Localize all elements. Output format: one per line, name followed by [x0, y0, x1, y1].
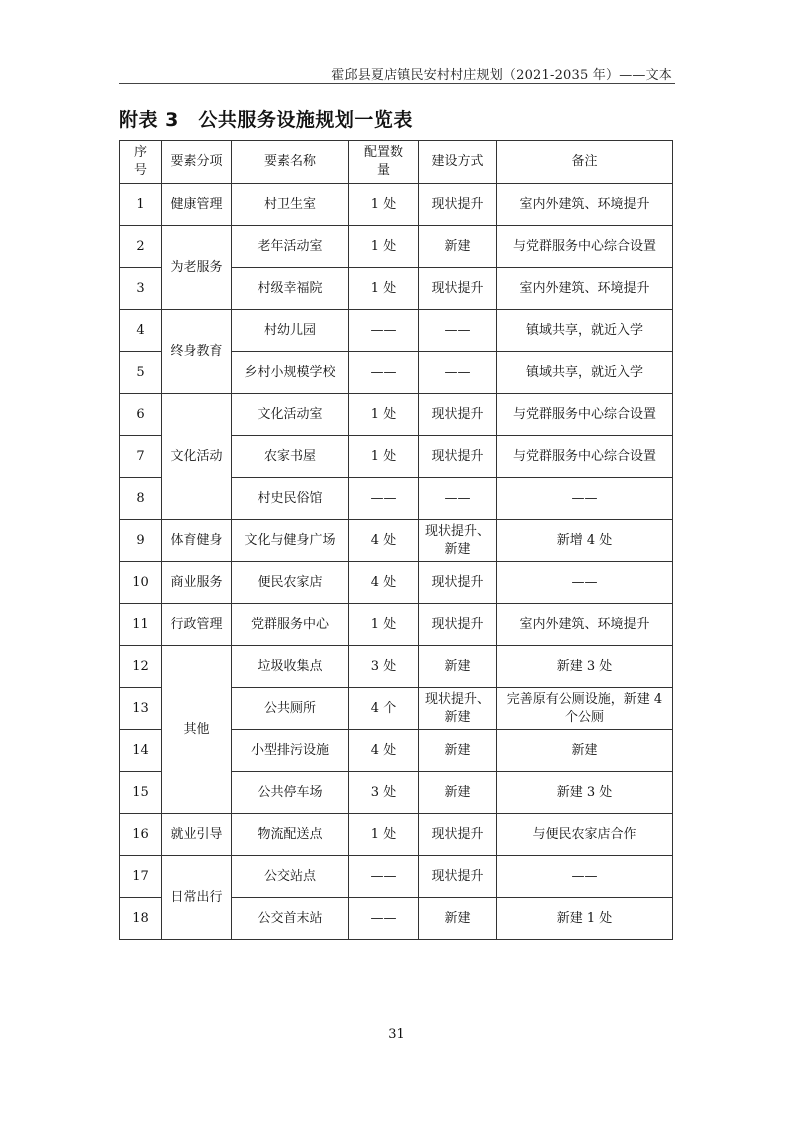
method-cell: 新建	[419, 646, 497, 688]
row-number: 6	[120, 394, 162, 436]
row-number: 3	[120, 268, 162, 310]
category-cell: 体育健身	[162, 520, 232, 562]
method-cell: 现状提升、新建	[419, 520, 497, 562]
note-cell: 室内外建筑、环境提升	[497, 268, 673, 310]
quantity-cell: 1 处	[349, 226, 419, 268]
method-cell: 新建	[419, 898, 497, 940]
quantity-cell: ——	[349, 898, 419, 940]
name-cell: 党群服务中心	[232, 604, 349, 646]
note-cell: 室内外建筑、环境提升	[497, 184, 673, 226]
table-row	[120, 226, 673, 268]
method-cell: 现状提升	[419, 562, 497, 604]
category-cell: 商业服务	[162, 562, 232, 604]
note-cell: ——	[497, 478, 673, 520]
method-cell: 现状提升	[419, 184, 497, 226]
note-cell: 新建	[497, 730, 673, 772]
name-cell: 村幼儿园	[232, 310, 349, 352]
facilities-table	[119, 140, 673, 940]
quantity-cell: 1 处	[349, 436, 419, 478]
quantity-cell: ——	[349, 352, 419, 394]
method-cell: 现状提升	[419, 604, 497, 646]
quantity-cell: 1 处	[349, 268, 419, 310]
table-row	[120, 814, 673, 856]
method-cell: 现状提升	[419, 436, 497, 478]
quantity-cell: ——	[349, 478, 419, 520]
name-cell: 公共停车场	[232, 772, 349, 814]
method-cell: 现状提升	[419, 394, 497, 436]
name-cell: 公交首末站	[232, 898, 349, 940]
note-cell: 与党群服务中心综合设置	[497, 226, 673, 268]
row-number: 8	[120, 478, 162, 520]
header-divider	[119, 83, 675, 84]
name-cell: 垃圾收集点	[232, 646, 349, 688]
name-cell: 村史民俗馆	[232, 478, 349, 520]
note-cell: 镇域共享，就近入学	[497, 352, 673, 394]
note-cell: 新建 1 处	[497, 898, 673, 940]
name-cell: 农家书屋	[232, 436, 349, 478]
name-cell: 公共厕所	[232, 688, 349, 730]
header-no: 序号	[120, 141, 162, 184]
category-cell: 终身教育	[162, 310, 232, 394]
header-category: 要素分项	[162, 141, 232, 184]
row-number: 9	[120, 520, 162, 562]
row-number: 4	[120, 310, 162, 352]
note-cell: 新建 3 处	[497, 646, 673, 688]
category-cell: 日常出行	[162, 856, 232, 940]
category-cell: 健康管理	[162, 184, 232, 226]
name-cell: 便民农家店	[232, 562, 349, 604]
table-row	[120, 310, 673, 352]
row-number: 7	[120, 436, 162, 478]
row-number: 14	[120, 730, 162, 772]
category-cell: 为老服务	[162, 226, 232, 310]
category-cell: 其他	[162, 646, 232, 814]
method-cell: ——	[419, 310, 497, 352]
header-name: 要素名称	[232, 141, 349, 184]
table-row	[120, 646, 673, 688]
table-row	[120, 856, 673, 898]
row-number: 10	[120, 562, 162, 604]
table-row	[120, 184, 673, 226]
method-cell: 新建	[419, 772, 497, 814]
name-cell: 公交站点	[232, 856, 349, 898]
quantity-cell: 3 处	[349, 772, 419, 814]
row-number: 15	[120, 772, 162, 814]
table-row	[120, 520, 673, 562]
quantity-cell: 4 处	[349, 562, 419, 604]
name-cell: 老年活动室	[232, 226, 349, 268]
method-cell: 现状提升	[419, 814, 497, 856]
quantity-cell: 1 处	[349, 604, 419, 646]
note-cell: ——	[497, 562, 673, 604]
name-cell: 乡村小规模学校	[232, 352, 349, 394]
header-note: 备注	[497, 141, 673, 184]
row-number: 16	[120, 814, 162, 856]
quantity-cell: 1 处	[349, 814, 419, 856]
row-number: 13	[120, 688, 162, 730]
row-number: 18	[120, 898, 162, 940]
method-cell: 新建	[419, 730, 497, 772]
note-cell: 与便民农家店合作	[497, 814, 673, 856]
category-cell: 就业引导	[162, 814, 232, 856]
note-cell: 与党群服务中心综合设置	[497, 394, 673, 436]
row-number: 11	[120, 604, 162, 646]
name-cell: 村级幸福院	[232, 268, 349, 310]
quantity-cell: ——	[349, 856, 419, 898]
quantity-cell: 1 处	[349, 394, 419, 436]
method-cell: ——	[419, 352, 497, 394]
table-row	[120, 562, 673, 604]
table-row	[120, 604, 673, 646]
name-cell: 村卫生室	[232, 184, 349, 226]
category-cell: 行政管理	[162, 604, 232, 646]
note-cell: 室内外建筑、环境提升	[497, 604, 673, 646]
quantity-cell: 1 处	[349, 184, 419, 226]
quantity-cell: 3 处	[349, 646, 419, 688]
method-cell: 现状提升	[419, 856, 497, 898]
quantity-cell: ——	[349, 310, 419, 352]
note-cell: 新增 4 处	[497, 520, 673, 562]
name-cell: 小型排污设施	[232, 730, 349, 772]
row-number: 5	[120, 352, 162, 394]
method-cell: 现状提升、新建	[419, 688, 497, 730]
quantity-cell: 4 处	[349, 730, 419, 772]
header-quantity: 配置数量	[349, 141, 419, 184]
row-number: 17	[120, 856, 162, 898]
note-cell: 新建 3 处	[497, 772, 673, 814]
note-cell: 镇域共享，就近入学	[497, 310, 673, 352]
header-method: 建设方式	[419, 141, 497, 184]
method-cell: ——	[419, 478, 497, 520]
note-cell: ——	[497, 856, 673, 898]
row-number: 1	[120, 184, 162, 226]
name-cell: 物流配送点	[232, 814, 349, 856]
name-cell: 文化活动室	[232, 394, 349, 436]
running-header: 霍邱县夏店镇民安村村庄规划（2021-2035 年）——文本	[331, 68, 672, 83]
note-cell: 与党群服务中心综合设置	[497, 436, 673, 478]
note-cell: 完善原有公厕设施，新建 4 个公厕	[497, 688, 673, 730]
category-cell: 文化活动	[162, 394, 232, 520]
table-title: 附表 3 公共服务设施规划一览表	[119, 109, 413, 131]
row-number: 12	[120, 646, 162, 688]
method-cell: 现状提升	[419, 268, 497, 310]
quantity-cell: 4 处	[349, 520, 419, 562]
page-number: 31	[388, 1027, 405, 1042]
table-row	[120, 394, 673, 436]
quantity-cell: 4 个	[349, 688, 419, 730]
name-cell: 文化与健身广场	[232, 520, 349, 562]
row-number: 2	[120, 226, 162, 268]
method-cell: 新建	[419, 226, 497, 268]
table-header-row	[120, 141, 673, 184]
